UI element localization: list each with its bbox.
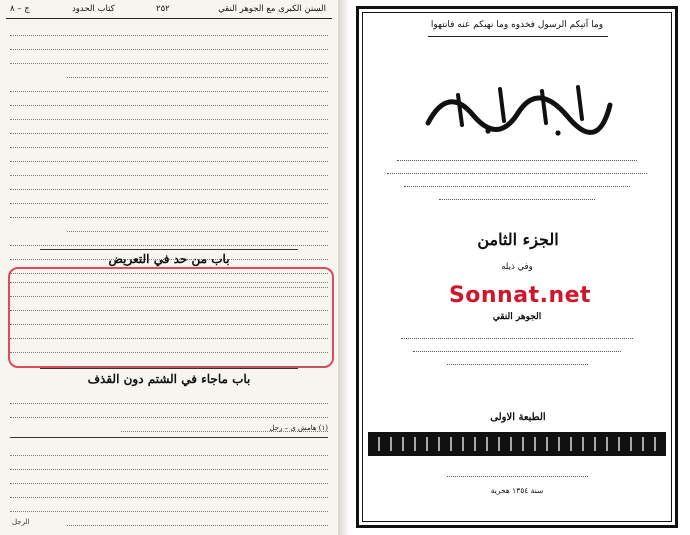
watermark: Sonnat.net (448, 283, 592, 308)
imprint-place (376, 464, 658, 482)
subtitle: وفي ذيله (501, 262, 533, 272)
chapter-heading-defamation: باب من حد في التعريض (108, 252, 230, 266)
footnotes-rule (10, 437, 328, 438)
imprint-year: سنة ١٣٥٤ هجرية (490, 486, 544, 495)
chapter-heading-insult: باب ماجاء في الشتم دون القذف (87, 372, 251, 386)
left-page (0, 0, 338, 535)
author-description (376, 148, 658, 205)
quran-motto: وما آتيكم الرسول فخذوه وما نهيكم عنه فانتهوا (430, 20, 604, 30)
title-page (348, 0, 690, 535)
plate-id: الرجل (12, 518, 30, 526)
motto-rule (428, 36, 608, 37)
running-head-title: السنن الكبرى مع الجوهر النقي (218, 4, 326, 14)
book-name: كتاب الحدود (72, 4, 115, 14)
highlighted-text (10, 273, 328, 371)
supplement-title: الجوهر النقي (492, 312, 542, 322)
footnotes-block (10, 446, 328, 530)
volume-label: الجزء الثامن (477, 230, 559, 249)
chapter-rule-2 (40, 368, 298, 369)
running-head-rule (6, 18, 332, 19)
chapter-rule-1 (40, 249, 298, 250)
supplement-author (376, 326, 658, 370)
publisher-band (368, 432, 666, 456)
main-title (418, 75, 618, 139)
book-gutter (338, 0, 348, 535)
running-head (6, 4, 332, 18)
edition-label: الطبعة الاولى (490, 412, 546, 423)
page-number: ٢٥٢ (156, 4, 170, 14)
volume-marker: ج – ٨ (10, 4, 30, 14)
main-title-calligraphy (418, 75, 618, 139)
footnote-marker: (١) هامش ى – رجل (269, 424, 328, 432)
